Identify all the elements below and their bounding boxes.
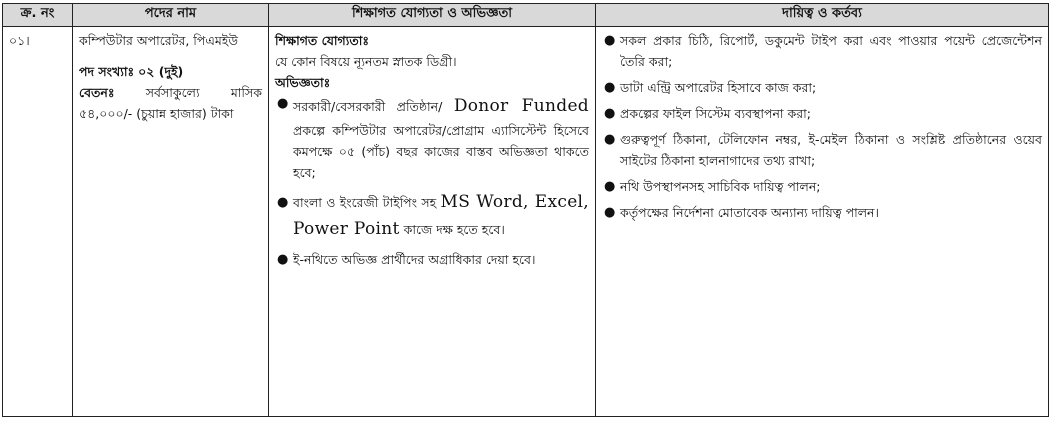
- post-count-value: ০২ (দুই): [138, 64, 184, 79]
- exp2-en: MS Word, Excel, Power Point: [293, 192, 589, 239]
- bullet-icon: ●: [277, 195, 289, 210]
- exp2-post: কাজে দক্ষ হতে হবে।: [403, 222, 505, 237]
- header-qualification: শিক্ষাগত যোগ্যতা ও অভিজ্ঞতা: [269, 4, 596, 27]
- post-count: [79, 61, 262, 82]
- list-item: [602, 176, 1042, 197]
- header-duties: দায়িত্ব ও কর্তব্য: [596, 4, 1049, 27]
- bullet-icon: ●: [604, 106, 616, 121]
- list-item: [602, 103, 1042, 124]
- edu-text: যে কোন বিষয়ে ন্যূনতম স্নাতক ডিগ্রী।: [275, 54, 457, 69]
- duty-text: গুরুত্বপূর্ণ ঠিকানা, টেলিফোন নম্বর, ই-মেইল ঠিকানা ও সংশ্লিষ্ট প্রতিষ্ঠানের ওয়েব সাইটের ঠিকানা হালনাগাদের তথ্য রাখা;: [620, 132, 1042, 168]
- bullet-icon: ●: [277, 252, 289, 267]
- list-item: [602, 129, 1042, 171]
- exp1-en: Donor Funded: [453, 96, 589, 116]
- duty-text: কর্তৃপক্ষের নির্দেশনা মোতাবেক অন্যান্য দায়িত্ব পালন।: [620, 205, 879, 220]
- exp-heading: অভিজ্ঞতাঃ: [275, 75, 331, 90]
- cell-post: [73, 27, 269, 417]
- header-post-name: পদের নাম: [73, 4, 269, 27]
- duty-text: সকল প্রকার চিঠি, রিপোর্ট, ডকুমেন্ট টাইপ করা এবং পাওয়ার পয়েন্ট প্রেজেন্টেশন তৈরি করা;: [620, 33, 1042, 69]
- list-item: [602, 202, 1042, 223]
- list-item: [275, 93, 589, 183]
- header-serial: ক্র. নং: [3, 4, 73, 27]
- post-title: কম্পিউটার অপারেটর, পিএমইউ: [79, 33, 239, 48]
- list-item: [275, 249, 589, 270]
- bullet-icon: ●: [604, 80, 616, 95]
- exp1-post: প্রকল্পে কম্পিউটার অপারেটর/প্রোগ্রাম এ্যাসিস্টেন্ট হিসেবে কমপক্ষে ০৫ (পাঁচ) বছর কাজের বাস্তব অভিজ্ঞতা থাকতে হবে;: [293, 123, 589, 180]
- cell-serial: ০১।: [3, 27, 73, 417]
- job-table: [2, 3, 1049, 417]
- exp2-pre: বাংলা ও ইংরেজী টাইপিং সহ: [293, 195, 437, 210]
- bullet-icon: ●: [604, 205, 616, 220]
- exp3: ই-নথিতে অভিজ্ঞ প্রার্থীদের অগ্রাধিকার দেয়া হবে।: [293, 252, 536, 267]
- list-item: [275, 189, 589, 243]
- list-item: [602, 30, 1042, 72]
- salary-label: বেতনঃ: [79, 85, 115, 100]
- duty-text: ডাটা এন্ট্রি অপারেটর হিসাবে কাজ করা;: [620, 80, 817, 95]
- edu-heading: শিক্ষাগত যোগ্যতাঃ: [275, 33, 370, 48]
- list-item: [602, 77, 1042, 98]
- experience-list: [275, 93, 589, 270]
- duties-list: [602, 30, 1042, 223]
- salary: [79, 82, 262, 124]
- salary-value: সর্বসাকুল্যে মাসিক ৫৪,০০০/- (চুয়ান্ন হাজার) টাকা: [79, 85, 262, 121]
- table-header-row: [3, 4, 1049, 27]
- exp1-pre: সরকারী/বেসরকারী প্রতিষ্ঠান/: [293, 99, 443, 114]
- post-count-label: পদ সংখ্যাঃ: [79, 64, 135, 79]
- bullet-icon: ●: [604, 33, 616, 48]
- bullet-icon: ●: [604, 179, 616, 194]
- bullet-icon: ●: [277, 96, 289, 111]
- cell-duties: [596, 27, 1049, 417]
- bullet-icon: ●: [604, 132, 616, 147]
- table-row: [3, 27, 1049, 417]
- duty-text: নথি উপস্থাপনসহ সাচিবিক দায়িত্ব পালন;: [620, 179, 821, 194]
- cell-qualification: [269, 27, 596, 417]
- duty-text: প্রকল্পের ফাইল সিস্টেম ব্যবস্থাপনা করা;: [620, 106, 811, 121]
